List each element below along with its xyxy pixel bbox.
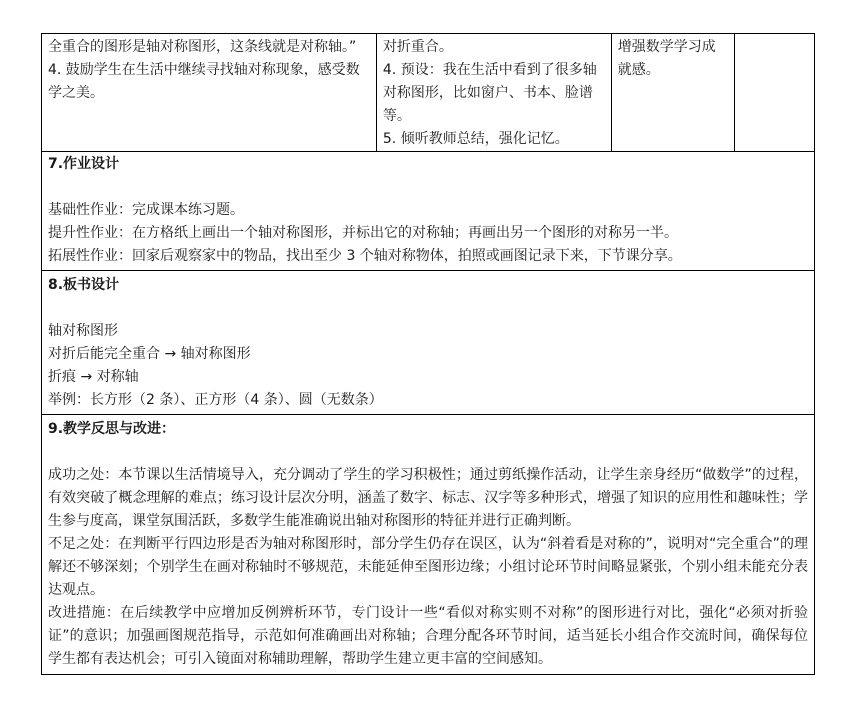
student-activity-cell bbox=[376, 34, 611, 152]
student-activity-text-2: 4. 预设：我在生活中看到了很多轴对称图形，比如窗户、书本、脸谱等。 bbox=[382, 62, 597, 124]
student-activity-text-1: 对折重合。 bbox=[382, 39, 453, 55]
empty-cell bbox=[734, 34, 814, 152]
teacher-activity-cell bbox=[42, 34, 377, 152]
student-activity-text-3: 5. 倾听教师总结，强化记忆。 bbox=[382, 131, 569, 147]
board-line-1: 轴对称图形 bbox=[48, 323, 118, 339]
spacer bbox=[48, 297, 808, 320]
board-design-section bbox=[42, 271, 815, 415]
homework-section bbox=[42, 152, 815, 271]
reflection-title: 9.教学反思与改进： bbox=[48, 421, 176, 437]
spacer bbox=[48, 176, 808, 199]
reflection-improvements: 改进措施：在后续教学中应增加反例辨析环节，专门设计一些“看似对称实则不对称”的图形进行对比，强化“必须对折验证”的意识；加强画图规范指导，示范如何准确画出对称轴；合理分配各环节时间，适当延长小组合作交流时间，确保每位学生都有表达机会；可引入镜面对称辅助理解，帮助学生建立更丰富的空间感知。 bbox=[48, 605, 808, 667]
board-title: 8.板书设计 bbox=[48, 277, 120, 293]
board-line-4: 举例：长方形（2 条）、正方形（4 条）、圆（无数条） bbox=[48, 392, 383, 408]
spacer bbox=[48, 441, 808, 464]
design-intent-text: 增强数学学习成就感。 bbox=[617, 39, 716, 78]
homework-advanced: 提升性作业：在方格纸上画出一个轴对称图形，并标出它的对称轴；再画出另一个图形的对称另一半。 bbox=[48, 225, 678, 241]
reflection-shortcomings: 不足之处：在判断平行四边形是否为轴对称图形时，部分学生仍存在误区，认为“斜着看是对称的”，说明对“完全重合”的理解还不够深刻；个别学生在画对称轴时不够规范，未能延伸至图形边缘；小组讨论环节时间略显紧张，个别小组未能充分表达观点。 bbox=[48, 536, 808, 598]
homework-title: 7.作业设计 bbox=[48, 156, 120, 172]
activity-row bbox=[42, 34, 815, 152]
board-line-2: 对折后能完全重合 → 轴对称图形 bbox=[48, 346, 251, 362]
homework-extended: 拓展性作业：回家后观察家中的物品，找出至少 3 个轴对称物体，拍照或画图记录下来，下节课分享。 bbox=[48, 248, 682, 264]
homework-basic: 基础性作业：完成课本练习题。 bbox=[48, 202, 244, 218]
teacher-activity-text-2: 4. 鼓励学生在生活中继续寻找轴对称现象，感受数学之美。 bbox=[48, 62, 360, 101]
reflection-success: 成功之处：本节课以生活情境导入，充分调动了学生的学习积极性；通过剪纸操作活动，让学生亲身经历“做数学”的过程，有效突破了概念理解的难点；练习设计层次分明，涵盖了数字、标志、汉字等多种形式，增强了知识的应用性和趣味性；学生参与度高，课堂氛围活跃，多数学生能准确说出轴对称图形的特征并进行正确判断。 bbox=[48, 467, 808, 529]
design-intent-cell bbox=[611, 34, 734, 152]
teacher-activity-text-1: 全重合的图形是轴对称图形，这条线就是对称轴。” bbox=[48, 39, 357, 55]
lesson-plan-table bbox=[41, 33, 815, 675]
reflection-section bbox=[42, 415, 815, 675]
board-line-3: 折痕 → 对称轴 bbox=[48, 369, 139, 385]
